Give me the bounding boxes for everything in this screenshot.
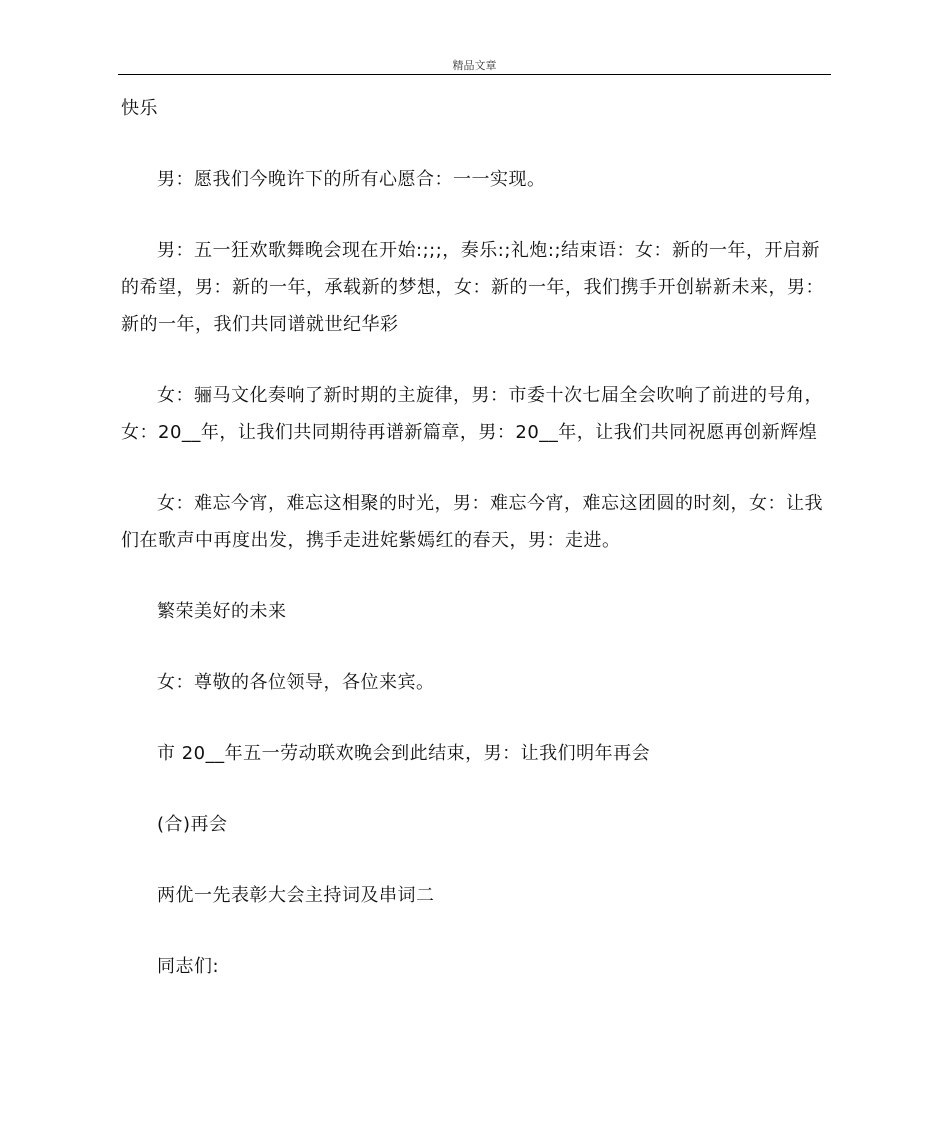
paragraph-11: 同志们: bbox=[157, 956, 220, 977]
document-body bbox=[121, 90, 833, 1019]
paragraph-6: 繁荣美好的未来 bbox=[157, 601, 287, 622]
paragraph-9: (合)再会 bbox=[157, 814, 228, 835]
paragraph-2: 男：愿我们今晚许下的所有心愿合：一一实现。 bbox=[157, 169, 546, 190]
page-header: 精品文章 bbox=[118, 58, 831, 75]
paragraph-10: 两优一先表彰大会主持词及串词二 bbox=[157, 885, 435, 906]
paragraph-5: 女：难忘今宵，难忘这相聚的时光，男：难忘今宵，难忘这团圆的时刻，女：让我们在歌声中再度出发，携手走进姹紫嫣红的春天，男：走进。 bbox=[121, 493, 823, 551]
paragraph-4: 女：骊马文化奏响了新时期的主旋律，男：市委十次七届全会吹响了前进的号角，女：20__年，让我们共同期待再谱新篇章，男：20__年，让我们共同祝愿再创新辉煌 bbox=[121, 385, 823, 443]
paragraph-8: 市 20__年五一劳动联欢晚会到此结束，男：让我们明年再会 bbox=[157, 743, 651, 764]
paragraph-7: 女：尊敬的各位领导，各位来宾。 bbox=[157, 672, 435, 693]
paragraph-1: 快乐 bbox=[121, 98, 158, 119]
paragraph-3: 男：五一狂欢歌舞晚会现在开始:;;;，奏乐:;礼炮:;结束语：女：新的一年，开启新的希望，男：新的一年，承载新的梦想，女：新的一年，我们携手开创崭新未来，男：新的一年，我们共同谱就世纪华彩 bbox=[121, 240, 824, 335]
